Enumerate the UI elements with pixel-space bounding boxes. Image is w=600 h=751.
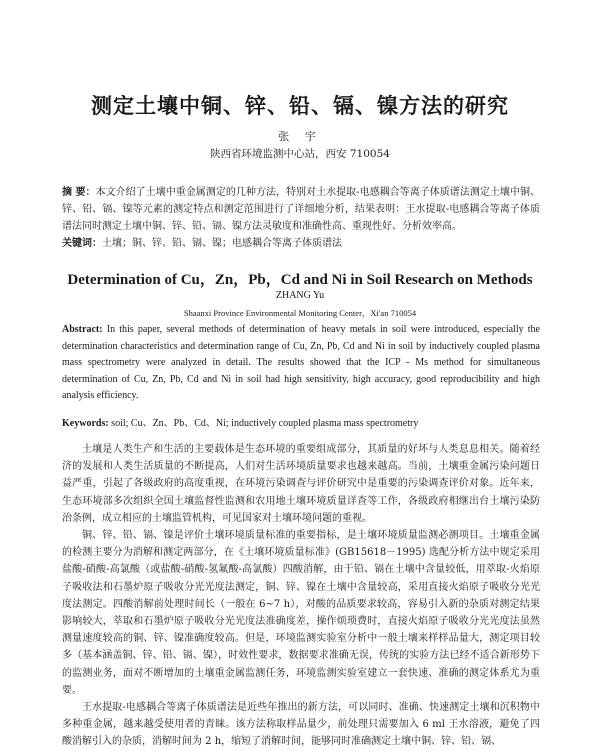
body-paragraph: 铜、锌、铅、镉、镍是评价土壤环境质量标准的重要指标，是土壤环境质量监测必测项目。土壤重金属的检测主要分为消解和测定两部分，在《土壤环境质量标准》(GB15618－1995) 选配分析方法中规定采用盐酸-硝酸-高氯酸（或盐酸-硝酸-氢氟酸-高氯酸）四酸消解，由于铅、镉在土壤中含量较低，用萃取-火焰原子吸收法和石墨炉原子吸收分光光度法测定，铜、锌、镍在土壤中含量较高，采用直接火焰原子吸收分光光度法测定。四酸消解前处理时间长（一般在 6~7 h），对酸的品质要求较高，容易引入新的杂质对测定结果影响较大，萃取和石墨炉原子吸收分光光度法准确度差，操作烦琐费时，直接火焰原子吸收分光光度法虽然测量速度较高的铜、锌、镍准确度较高。但是，环境监测实验室分析中一般土壤来样样品量大，测定项目较多（基本涵盖铜、锌、铅、镉、镍），时效性要求，数据要求准确无误，传统的实验方法已经不适合新形势下的监测业务，面对不断增加的土壤重金属监测任务，环境监测实验室建立一套快速、准确的测定体系尤为重要。	[62, 530, 540, 696]
english-keywords	[62, 416, 540, 432]
english-title: Determination of Cu，Zn，Pb，Cd and Ni in Soil Research on Methods	[67, 272, 533, 288]
chinese-abstract-text: 本文介绍了土壤中重金属测定的几种方法，特别对土水提取-电感耦合等离子体质谱法测定土壤中铜、锌、铅、镉、镍等元素的测定特点和测定范围进行了详细地分析，结果表明：王水提取-电感耦合等离子体质谱法同时测定土壤中铜、锌、铅、镉、镍方法灵敏度和准确性高、重现性好、分析效率高。	[62, 187, 540, 232]
chinese-keywords	[62, 235, 540, 252]
chinese-title: 测定土壤中铜、锌、铅、镉、镍方法的研究	[91, 93, 509, 118]
chinese-keywords-text: 土壤；铜、锌、铅、镉、镍；电感耦合等离子体质谱法	[102, 238, 342, 249]
chinese-affiliation: 陕西省环境监测中心站，西安 710054	[210, 148, 390, 160]
body-text	[62, 441, 540, 751]
body-paragraph: 土壤是人类生产和生活的主要载体是生态环境的重要组成部分，其质量的好坏与人类息息相关。随着经济的发展和人类生活质量的不断提高，人们对生活环境质量要求也越来越高。当前，土壤重金属污染问题日益严重，引起了各级政府的高度重视，在环境污染调查与评价研究中是重要的污染调查评价对象。近年来，生态环境部多次组织全国土壤监督性监测和农用地土壤环境质量详查等工作，各级政府相继出台土壤污染防治条例，成立相应的土壤监管机构，可见国家对土壤环境问题的重视。	[62, 444, 540, 524]
body-paragraph: 王水提取-电感耦合等离子体质谱法是近些年推出的新方法，可以同时、准确、快速测定土壤和沉积物中多种重金属，越来越受使用者的青睐。该方法称取样品量少，前处理只需要加入 6 ml 王水溶液，避免了四酸消解引入的杂质，消解时间为 2 h，缩短了消解时间，能够同时准确测定土壤中铜、锌、铅、镉、	[62, 702, 540, 748]
english-abstract	[62, 322, 540, 405]
english-keywords-text: soil; Cu、Zn、Pb、Cd、Ni; inductively coupled plasma mass spectrometry	[111, 418, 419, 429]
english-affiliation: Shaanxi Province Environmental Monitoring Center，Xi'an 710054	[183, 308, 417, 318]
english-abstract-text: In this paper, several methods of determination of heavy metals in soil were introduced, especially the determination characteristics and determination range of Cu, Zn, Pb, Cd and Ni in soil by inductively coupled plasma mass spectrometry were analyzed in detail. The results showed that the ICP - Ms method for simultaneous determination of Cu, Zn, Pb, Cd and Ni in soil had high sensitivity, high accuracy, good reproducibility and high analysis efficiency.	[62, 324, 540, 401]
chinese-keywords-label: 关键词：	[62, 238, 102, 249]
chinese-abstract-label: 摘 要：	[62, 187, 96, 198]
chinese-author: 张 宇	[278, 130, 322, 143]
chinese-abstract	[62, 184, 540, 235]
english-abstract-label: Abstract:	[62, 324, 103, 335]
english-keywords-label: Keywords:	[62, 418, 109, 429]
english-author: ZHANG Yu	[275, 290, 325, 301]
